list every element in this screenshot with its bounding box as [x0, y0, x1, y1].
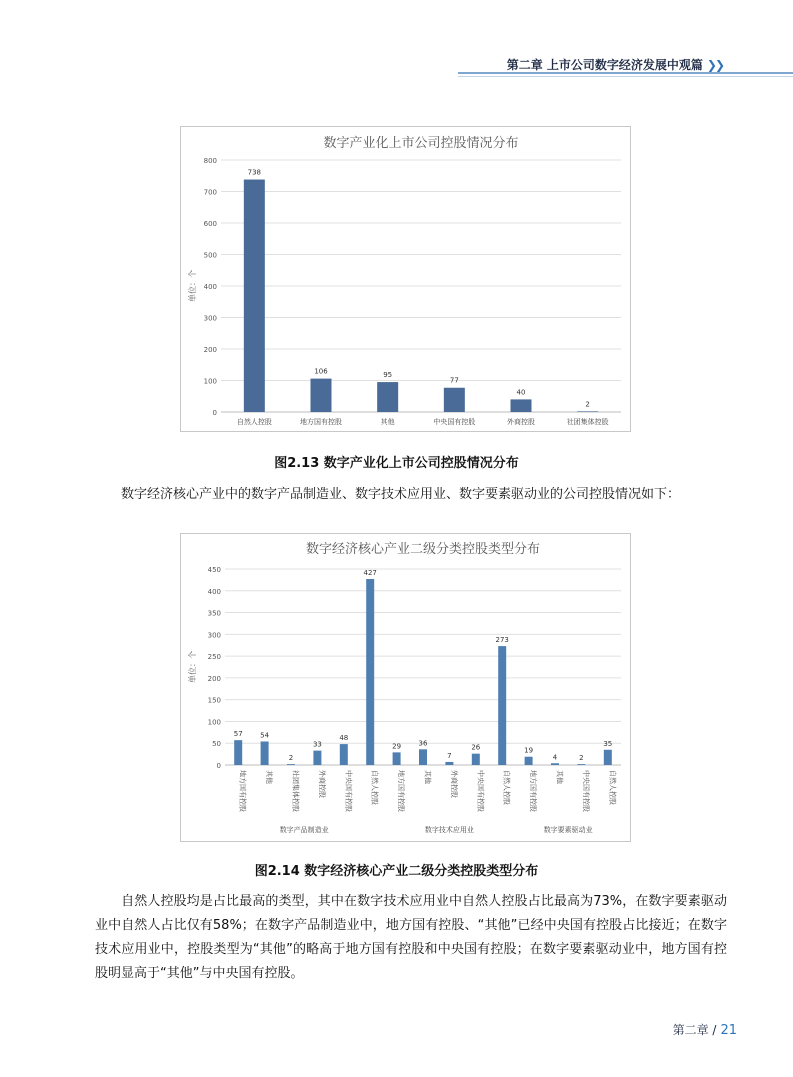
chevron-right-icon: ❯❯: [706, 58, 723, 72]
chart1-svg: [181, 127, 630, 431]
bar: [472, 754, 480, 765]
figure2-caption: 图2.14 数字经济核心产业二级分类控股类型分布: [254, 864, 539, 879]
y-tick-label: 200: [203, 346, 217, 354]
x-tick-label: 其他: [423, 770, 432, 784]
body-text: 自然人控股均是占比最高的类型，其中在数字技术应用业中自然人控股占比最高为73%，在数字要素驱动业中自然人占比仅有58%；在数字产品制造业中，地方国有控股、“其他”已经中央国有控股占比接近；在数字技术应用业中，控股类型为“其他”的略高于地方国有控股和中央国有控股；在数字要素驱动业中，地方国有控股明显高于“其他”与中央国有控股。: [95, 894, 727, 981]
x-tick-label: 地方国有控股: [397, 770, 406, 812]
header-title: 第二章 上市公司数字经济发展中观篇: [506, 58, 703, 72]
data-label: 738: [247, 168, 262, 177]
data-label: 7: [447, 751, 452, 760]
data-label: 57: [233, 730, 243, 739]
footer-chapter: 第二章 /: [672, 1023, 717, 1037]
bar: [604, 750, 612, 765]
x-tick-label: 地方国有控股: [238, 770, 247, 812]
y-axis-label: 单位：个: [188, 651, 197, 683]
y-tick-label: 600: [203, 220, 217, 228]
bar: [419, 749, 427, 765]
bar: [444, 388, 465, 412]
x-tick-label: 外商控股: [317, 770, 326, 798]
x-tick-label: 社团集体控股: [566, 418, 609, 426]
x-tick-label: 自然人控股: [608, 770, 617, 805]
data-label: 106: [314, 367, 328, 376]
x-tick-label: 外商控股: [507, 418, 535, 426]
x-tick-label: 社团集体控股: [291, 770, 300, 812]
x-tick-label: 中央国有控股: [433, 418, 476, 426]
x-tick-label: 地方国有控股: [529, 770, 538, 812]
chart2-svg: [181, 534, 630, 841]
data-label: 33: [312, 740, 322, 749]
y-tick-label: 450: [207, 566, 221, 574]
data-label: 95: [383, 371, 393, 380]
bar: [234, 740, 242, 765]
x-tick-label: 其他: [265, 770, 274, 784]
header-rule: [458, 72, 793, 74]
data-label: 54: [260, 731, 270, 740]
y-tick-label: 200: [207, 674, 221, 683]
bar: [577, 764, 585, 765]
y-tick-label: 100: [203, 377, 217, 386]
bar: [340, 744, 348, 765]
x-tick-label: 地方国有控股: [300, 418, 342, 426]
x-tick-label: 中央国有控股: [344, 770, 353, 812]
data-label: 273: [495, 636, 509, 645]
data-label: 35: [603, 739, 613, 748]
bar: [525, 757, 533, 765]
bar: [445, 762, 453, 765]
body-paragraph: [95, 890, 727, 986]
bar: [377, 382, 398, 412]
y-tick-label: 300: [203, 314, 217, 323]
data-label: 77: [449, 376, 459, 385]
y-tick-label: 100: [207, 718, 221, 727]
chart-holding-distribution: [180, 126, 631, 432]
chart-subcategory-distribution: [180, 533, 631, 842]
data-label: 2: [579, 754, 584, 763]
figure1-caption: 图2.13 数字产业化上市公司控股情况分布: [274, 456, 519, 471]
group-label: 数字技术应用业: [424, 826, 474, 834]
page-number: 21: [720, 1023, 737, 1038]
y-tick-label: 500: [203, 251, 217, 260]
bar: [551, 763, 559, 765]
y-tick-label: 50: [212, 740, 221, 749]
data-label: 48: [339, 734, 349, 743]
bar: [261, 741, 269, 765]
bar: [311, 379, 332, 412]
data-label: 427: [363, 569, 377, 578]
y-tick-label: 0: [216, 762, 221, 770]
y-tick-label: 400: [203, 283, 217, 291]
y-axis-label: 单位：个: [188, 270, 197, 302]
bar: [511, 399, 532, 412]
bar: [287, 764, 295, 765]
data-label: 2: [288, 754, 294, 763]
x-tick-label: 其他: [555, 770, 564, 784]
intro-text: 数字经济核心产业中的数字产品制造业、数字技术应用业、数字要素驱动业的公司控股情况如下：: [121, 487, 681, 502]
group-label: 数字产品制造业: [279, 826, 329, 834]
bar: [244, 180, 265, 412]
y-tick-label: 300: [207, 631, 221, 640]
page-footer: [673, 1021, 737, 1038]
x-tick-label: 自然人控股: [502, 770, 511, 805]
bar: [498, 646, 506, 765]
data-label: 40: [516, 388, 526, 397]
header-rule-thin: [458, 76, 793, 77]
data-label: 2: [585, 400, 590, 409]
intro-paragraph: [95, 483, 727, 507]
chart-title: 数字经济核心产业二级分类控股类型分布: [305, 542, 541, 557]
y-tick-label: 800: [203, 157, 217, 165]
running-header: [507, 56, 723, 73]
x-tick-label: 自然人控股: [370, 770, 379, 805]
chart-title: 数字产业化上市公司控股情况分布: [323, 136, 519, 151]
y-tick-label: 700: [203, 188, 217, 197]
bar: [577, 411, 598, 412]
data-label: 19: [524, 746, 534, 755]
y-tick-label: 150: [207, 696, 221, 705]
x-tick-label: 中央国有控股: [581, 770, 590, 812]
y-tick-label: 250: [207, 653, 221, 662]
group-label: 数字要素驱动业: [543, 826, 593, 834]
x-tick-label: 自然人控股: [236, 418, 272, 426]
bar: [313, 751, 321, 765]
y-tick-label: 400: [207, 587, 221, 596]
x-tick-label: 外商控股: [449, 770, 458, 798]
data-label: 36: [418, 739, 428, 748]
x-tick-label: 中央国有控股: [476, 770, 485, 812]
x-tick-label: 其他: [380, 418, 395, 426]
y-tick-label: 350: [207, 609, 221, 618]
bar: [393, 752, 401, 765]
y-tick-label: 0: [212, 409, 217, 417]
bar: [366, 579, 374, 765]
data-label: 29: [392, 742, 402, 751]
data-label: 4: [552, 753, 558, 762]
data-label: 26: [471, 743, 481, 752]
